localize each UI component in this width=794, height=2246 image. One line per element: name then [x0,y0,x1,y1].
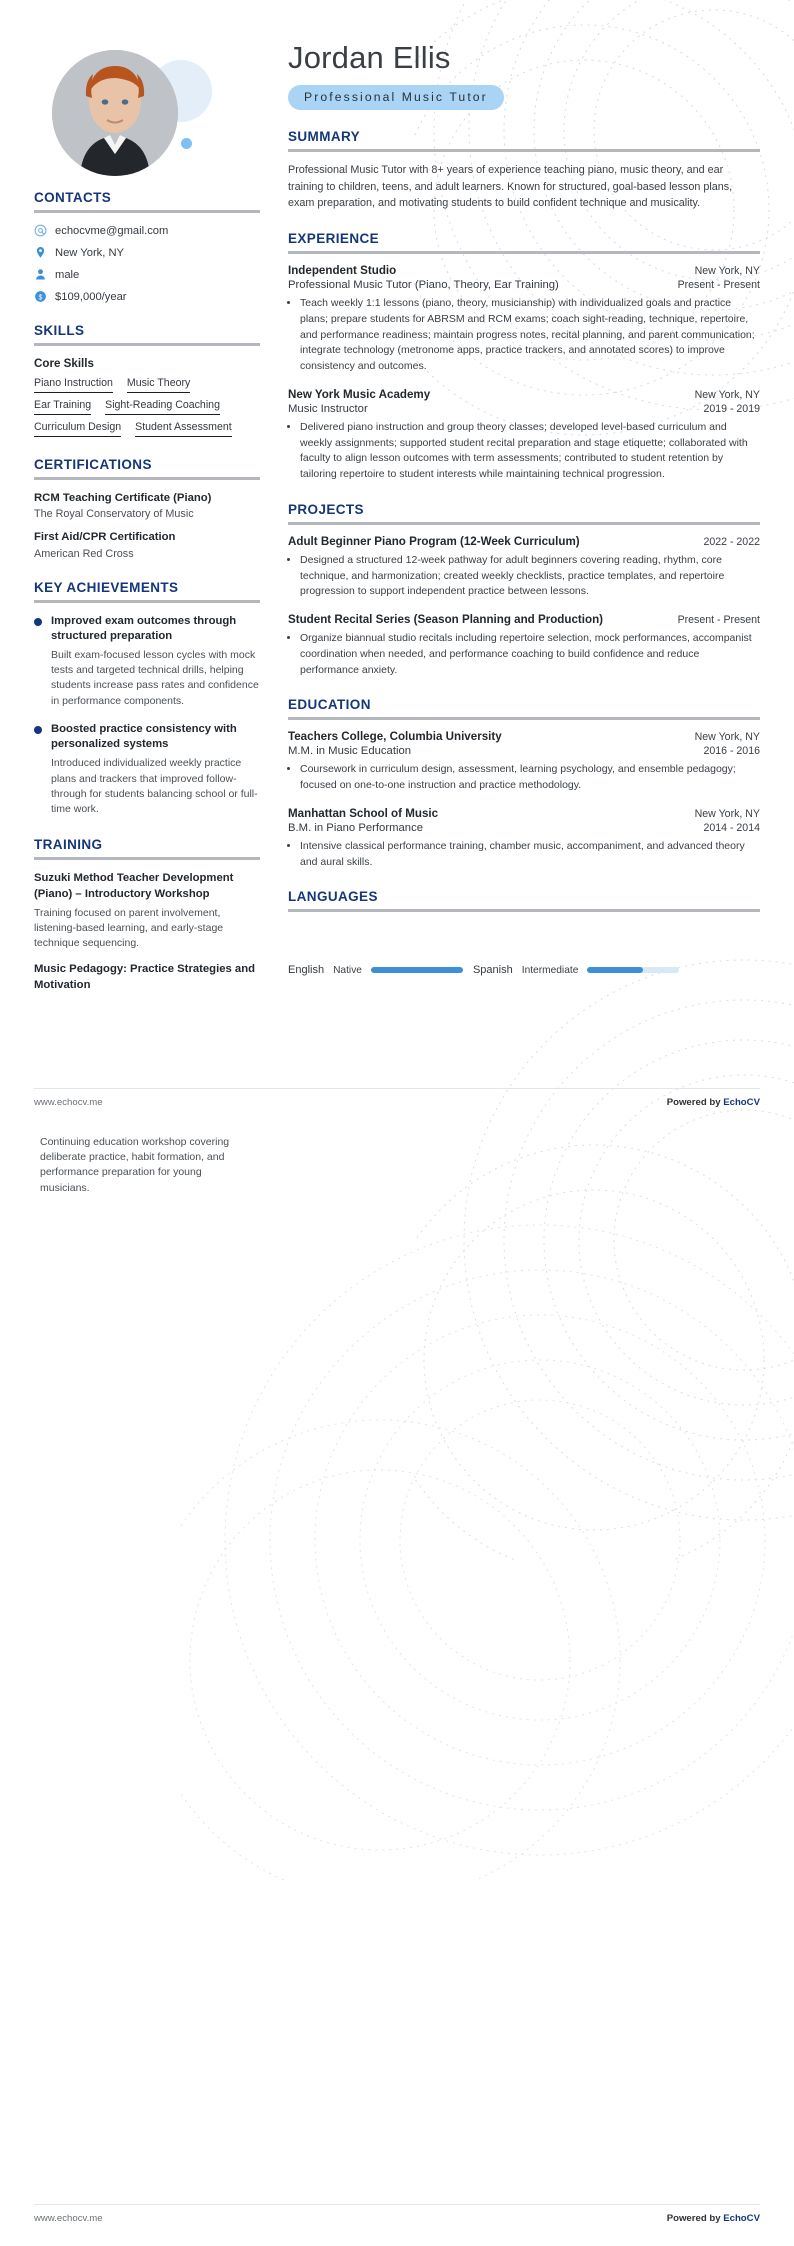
sidebar [34,38,282,1004]
language-proficiency-bar [587,967,679,973]
experience-bullet-list [288,296,760,375]
section-divider [34,600,260,603]
arc-pattern-lower [180,1180,794,1880]
skill-chip: Ear Training [34,399,91,415]
experience-location: New York, NY [694,388,760,401]
education-bullet: • Coursework in curriculum design, assessment, learning psychology, and ensemble pedagogy; focused on one-to-one instruction and practice methodology. [300,762,760,794]
experience-entry [288,388,760,483]
footer-powered-by: Powered by [666,2213,724,2224]
skill-chip-list [34,377,260,437]
arc-pattern-middle [414,940,794,1560]
skills-group-label: Core Skills [34,357,94,370]
experience-dates: Present - Present [677,279,760,292]
section-divider [34,343,260,346]
footer-brand-name: EchoCV [723,1097,760,1108]
training-title: Suzuki Method Teacher Development (Piano) – Introductory Workshop [34,872,234,900]
experience-heading: EXPERIENCE [288,231,380,247]
experience-org: Independent Studio [288,264,397,278]
achievement-item [34,614,260,709]
decorative-dot [181,138,192,149]
section-divider [288,909,760,912]
skills-heading: SKILLS [34,323,85,338]
languages-heading: LANGUAGES [288,889,378,905]
education-entry [288,730,760,794]
footer-url[interactable]: www.echocv.me [34,1097,103,1108]
summary-text: Professional Music Tutor with 8+ years of experience teaching piano, music theory, and ear training to children, teens, and adult learners. Known for structured, goal-based lesson plans, exam preparation, and motivating students to build confident technique and musicality. [288,164,733,210]
experience-bullet-list [288,420,760,483]
job-title-badge: Professional Music Tutor [288,85,504,110]
contacts-section [34,190,260,303]
experience-location: New York, NY [694,265,760,278]
certifications-heading: CERTIFICATIONS [34,457,152,472]
education-bullet-list [288,839,760,871]
project-bullet-list [288,631,760,678]
avatar [52,50,178,176]
achievement-title: Improved exam outcomes through structured preparation [51,614,237,642]
contact-gender-row [34,268,260,281]
education-school: Teachers College, Columbia University [288,730,502,744]
training-heading: TRAINING [34,837,103,853]
project-dates: Present - Present [677,614,760,627]
page-footer-bottom [34,2204,760,2224]
project-title: Student Recital Series (Season Planning and Production) [288,613,604,627]
training-item [34,962,260,993]
experience-section [288,231,760,483]
achievement-title: Boosted practice consistency with personalized systems [51,722,237,751]
experience-role: Music Instructor [288,402,368,415]
language-proficiency-fill [587,967,642,973]
resume-page [0,0,794,1004]
contact-email-row[interactable] [34,224,260,237]
page-title: Jordan Ellis [288,40,451,75]
project-bullet: • Designed a structured 12-week pathway for adult beginners covering reading, rhythm, core technique, and harmonization; created weekly checklists, practice templates, and repertoire progression to support independent practice between lessons. [300,553,760,600]
certification-org: The Royal Conservatory of Music [34,508,194,521]
language-proficiency-fill [371,967,463,973]
footer-powered-by: Powered by [666,1097,724,1108]
education-bullet: • Intensive classical performance training, chamber music, accompaniment, and advanced theory and aural skills. [300,839,760,871]
contact-salary-value: $109,000/year [55,290,127,303]
certification-name: First Aid/CPR Certification [34,531,176,544]
language-item [288,964,463,976]
person-icon [34,268,47,281]
certification-name: RCM Teaching Certificate (Piano) [34,492,212,504]
training-continuation-text: Continuing education workshop covering deliberate practice, habit formation, and performance preparation for young musicians. [40,1136,230,1194]
education-entry [288,807,760,871]
project-bullet: • Organize biannual studio recitals including repertoire selection, mock performances, accompanist coordination when needed, and performance coaching to build confidence and reduce performance anxiety. [300,631,760,678]
certifications-section [34,457,260,560]
skill-chip: Curriculum Design [34,421,121,437]
bullet-dot-icon [34,618,42,626]
education-dates: 2016 - 2016 [703,745,760,758]
education-location: New York, NY [694,731,760,744]
contact-email-value: echocvme@gmail.com [55,224,169,237]
footer-brand [667,1097,760,1108]
language-level: Native [333,964,362,976]
contact-gender-value: male [55,268,80,281]
training-title: Music Pedagogy: Practice Strategies and Motivation [34,963,255,991]
education-heading: EDUCATION [288,697,371,713]
achievement-description: Built exam-focused lesson cycles with mock tests and targeted technical drills, helping students increase pass rates and confidence in performance components. [51,649,259,707]
projects-section [288,502,760,679]
summary-heading: SUMMARY [288,129,361,144]
skills-section [34,323,260,437]
contact-salary-row [34,290,260,303]
key-achievements-section [34,580,260,818]
section-divider [34,857,260,860]
svg-text:$: $ [38,294,43,302]
experience-bullet: • Delivered piano instruction and group theory classes; developed level-based curriculum and weekly assignments; supported student recital preparation and stage etiquette; collaborated with faculty to align lesson outcomes with term assessments; contributed to student retention by tailoring repertoire to student interests while maintaining technical progression. [300,420,760,483]
language-item [473,964,679,976]
avatar-area [40,38,220,170]
education-section [288,697,760,870]
language-proficiency-bar [371,967,463,973]
training-description: Training focused on parent involvement, listening-based learning, and early-stage technique sequencing. [34,906,224,950]
achievement-item [34,722,260,817]
training-continuation-block [40,1135,252,1196]
location-pin-icon [34,246,47,259]
footer-url[interactable]: www.echocv.me [34,2213,103,2224]
project-entry [288,535,760,600]
experience-dates: 2019 - 2019 [703,402,760,415]
education-location: New York, NY [694,807,760,820]
section-divider [288,717,760,720]
experience-role: Professional Music Tutor (Piano, Theory, Ear Training) [288,279,559,292]
project-entry [288,613,760,678]
experience-bullet: • Teach weekly 1:1 lessons (piano, theory, musicianship) with individualized goals and practice plans; prepare students for ABRSM and RCM exams; coach sight-reading, technique, repertoire, and performance readiness; maintain progress notes, recital planning, and parent communication; integrate technology (metronome apps, practice trackers, and annotated scores) to improve consistency and outcomes. [300,296,760,375]
projects-heading: PROJECTS [288,501,364,517]
bullet-dot-icon [34,726,42,734]
language-name: Spanish [472,964,513,977]
section-divider [288,522,760,525]
project-title: Adult Beginner Piano Program (12-Week Curriculum) [288,534,580,548]
certification-item [34,530,260,559]
skill-chip: Music Theory [127,377,190,393]
skill-chip: Piano Instruction [34,377,113,393]
section-divider [34,210,260,213]
language-name: English [288,964,325,977]
project-dates: 2022 - 2022 [703,535,760,548]
summary-section [288,129,760,212]
certification-item [34,491,260,520]
training-section [34,837,260,993]
page-footer-top [34,1088,760,1108]
education-bullet-list [288,762,760,794]
experience-entry [288,264,760,375]
project-bullet-list [288,553,760,600]
certification-org: American Red Cross [34,547,134,560]
footer-brand [667,2213,760,2224]
footer-brand-name: EchoCV [723,2213,760,2224]
education-degree: B.M. in Piano Performance [288,821,423,834]
education-degree: M.M. in Music Education [288,745,412,758]
email-icon [34,224,47,237]
contact-location-row [34,246,260,259]
key-achievements-heading: KEY ACHIEVEMENTS [34,579,179,595]
achievement-description: Introduced individualized weekly practice plans and trackers that improved follow-through for students balancing school or full-time work. [51,757,258,816]
salary-icon [34,290,47,303]
training-item [34,871,260,951]
education-dates: 2014 - 2014 [703,821,760,834]
contacts-heading: CONTACTS [34,190,112,205]
section-divider [288,251,760,254]
education-school: Manhattan School of Music [288,806,439,820]
section-divider [288,149,760,152]
skill-chip: Student Assessment [135,421,232,437]
language-list [288,964,760,976]
skill-chip: Sight-Reading Coaching [105,399,220,415]
contact-location-value: New York, NY [55,246,125,259]
experience-org: New York Music Academy [288,387,431,401]
languages-section [288,889,760,976]
section-divider [34,477,260,480]
main-column [282,38,760,1004]
language-level: Intermediate [521,964,579,976]
